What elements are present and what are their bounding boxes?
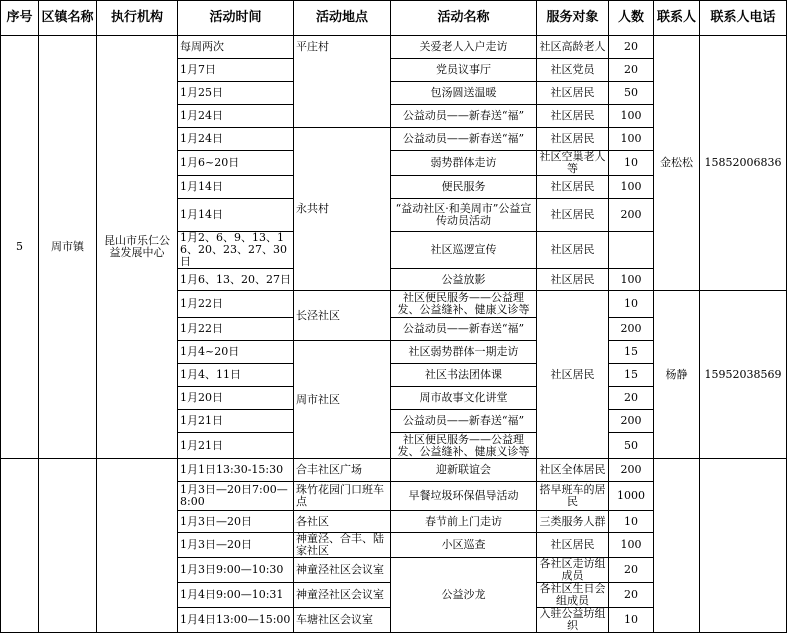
- activity-name-cell: 迎新联谊会: [391, 459, 537, 482]
- activity-name-cell: 周市故事文化讲堂: [391, 387, 537, 410]
- count-cell: 20: [609, 387, 654, 410]
- activity-name-cell: 社区弱势群体一期走访: [391, 341, 537, 364]
- time-cell: 1月21日: [178, 410, 294, 433]
- count-cell: 100: [609, 269, 654, 291]
- contact-name-cell: [654, 459, 700, 633]
- time-cell: 1月4~20日: [178, 341, 294, 364]
- count-cell: [609, 232, 654, 269]
- activity-name-cell: 党员议事厅: [391, 59, 537, 82]
- header-org: 执行机构: [97, 1, 178, 36]
- time-cell: 1月2、6、9、13、16、20、23、27、30日: [178, 232, 294, 269]
- header-district: 区镇名称: [39, 1, 97, 36]
- target-cell: 社区空巢老人等: [537, 151, 609, 176]
- activity-name-cell: 社区巡逻宣传: [391, 232, 537, 269]
- target-cell: 社区居民: [537, 128, 609, 151]
- district-cell: 周市镇: [39, 36, 97, 459]
- count-cell: 20: [609, 558, 654, 583]
- target-cell: 各社区生日会组成员: [537, 583, 609, 608]
- time-cell: 1月14日: [178, 199, 294, 232]
- count-cell: 15: [609, 364, 654, 387]
- target-cell: 社区居民: [537, 82, 609, 105]
- count-cell: 10: [609, 608, 654, 633]
- target-cell: 社区全体居民: [537, 459, 609, 482]
- time-cell: 1月7日: [178, 59, 294, 82]
- activity-name-cell: 便民服务: [391, 176, 537, 199]
- place-cell: 永共村: [294, 128, 391, 291]
- row-index: 5: [1, 36, 39, 459]
- time-cell: 1月3日—20日: [178, 511, 294, 533]
- place-cell: 车塘社区会议室: [294, 608, 391, 633]
- count-cell: 100: [609, 533, 654, 558]
- target-cell: 社区居民: [537, 105, 609, 128]
- count-cell: 100: [609, 176, 654, 199]
- contact-phone-cell: [700, 459, 787, 633]
- count-cell: 50: [609, 433, 654, 459]
- count-cell: 200: [609, 318, 654, 341]
- count-cell: 20: [609, 583, 654, 608]
- time-cell: 1月24日: [178, 128, 294, 151]
- header-name: 活动名称: [391, 1, 537, 36]
- time-cell: 1月24日: [178, 105, 294, 128]
- count-cell: 50: [609, 82, 654, 105]
- table-row: [1, 36, 787, 59]
- count-cell: 10: [609, 511, 654, 533]
- time-cell: 1月3日—20日7:00—8:00: [178, 482, 294, 511]
- activity-name-cell: 春节前上门走访: [391, 511, 537, 533]
- count-cell: 15: [609, 341, 654, 364]
- count-cell: 20: [609, 36, 654, 59]
- count-cell: 20: [609, 59, 654, 82]
- header-phone: 联系人电话: [700, 1, 787, 36]
- activity-name-cell: 社区书法团体课: [391, 364, 537, 387]
- header-count: 人数: [609, 1, 654, 36]
- place-cell: 神童泾社区会议室: [294, 583, 391, 608]
- table-row: [1, 459, 787, 482]
- activity-name-cell: 公益动员——新春送“福”: [391, 410, 537, 433]
- time-cell: 每周两次: [178, 36, 294, 59]
- activity-name-cell: 关爱老人入户走访: [391, 36, 537, 59]
- target-cell: 三类服务人群: [537, 511, 609, 533]
- place-cell: 长泾社区: [294, 291, 391, 341]
- header-contact: 联系人: [654, 1, 700, 36]
- activity-name-cell: 社区便民服务——公益理发、公益缝补、健康义诊等: [391, 291, 537, 318]
- place-cell: 平庄村: [294, 36, 391, 128]
- time-cell: 1月6~20日: [178, 151, 294, 176]
- activity-name-cell: 公益放影: [391, 269, 537, 291]
- contact-name-cell: 杨静: [654, 291, 700, 459]
- target-cell: 社区居民: [537, 533, 609, 558]
- header-time: 活动时间: [178, 1, 294, 36]
- time-cell: 1月14日: [178, 176, 294, 199]
- header-place: 活动地点: [294, 1, 391, 36]
- header-index: 序号: [1, 1, 39, 36]
- activity-name-cell: 公益沙龙: [391, 558, 537, 633]
- count-cell: 10: [609, 291, 654, 318]
- time-cell: 1月25日: [178, 82, 294, 105]
- place-cell: 周市社区: [294, 341, 391, 459]
- header-target: 服务对象: [537, 1, 609, 36]
- target-cell: 各社区走访组成员: [537, 558, 609, 583]
- contact-phone-cell: 15852006836: [700, 36, 787, 291]
- org-cell: [97, 459, 178, 633]
- count-cell: 200: [609, 410, 654, 433]
- place-cell: 神童泾社区会议室: [294, 558, 391, 583]
- activity-name-cell: 公益动员——新春送“福”: [391, 318, 537, 341]
- place-cell: 珠竹花园门口班车点: [294, 482, 391, 511]
- count-cell: 100: [609, 105, 654, 128]
- time-cell: 1月22日: [178, 291, 294, 318]
- target-cell: 入驻公益坊组织: [537, 608, 609, 633]
- district-cell: [39, 459, 97, 633]
- time-cell: 1月6、13、20、27日: [178, 269, 294, 291]
- activity-name-cell: “益动社区·和美周市”公益宣传动员活动: [391, 199, 537, 232]
- target-cell: 社区高龄老人: [537, 36, 609, 59]
- time-cell: 1月4日9:00—10:31: [178, 583, 294, 608]
- activity-name-cell: 早餐垃圾环保倡导活动: [391, 482, 537, 511]
- activity-name-cell: 公益动员——新春送“福”: [391, 128, 537, 151]
- header-row: [1, 1, 787, 36]
- target-cell: 社区居民: [537, 176, 609, 199]
- place-cell: 合丰社区广场: [294, 459, 391, 482]
- time-cell: 1月22日: [178, 318, 294, 341]
- time-cell: 1月1日13:30-15:30: [178, 459, 294, 482]
- count-cell: 200: [609, 459, 654, 482]
- activity-name-cell: 包汤圆送温暖: [391, 82, 537, 105]
- target-cell: 社区居民: [537, 291, 609, 459]
- count-cell: 10: [609, 151, 654, 176]
- activity-name-cell: 小区巡查: [391, 533, 537, 558]
- time-cell: 1月4、11日: [178, 364, 294, 387]
- time-cell: 1月3日9:00—10:30: [178, 558, 294, 583]
- activity-name-cell: 社区便民服务——公益理发、公益缝补、健康义诊等: [391, 433, 537, 459]
- place-cell: 神童泾、合丰、陆家社区: [294, 533, 391, 558]
- time-cell: 1月20日: [178, 387, 294, 410]
- activity-name-cell: 弱势群体走访: [391, 151, 537, 176]
- target-cell: 社区党员: [537, 59, 609, 82]
- target-cell: 社区居民: [537, 269, 609, 291]
- count-cell: 1000: [609, 482, 654, 511]
- place-cell: 各社区: [294, 511, 391, 533]
- activity-name-cell: 公益动员——新春送“福”: [391, 105, 537, 128]
- contact-name-cell: 金松松: [654, 36, 700, 291]
- target-cell: 搭早班车的居民: [537, 482, 609, 511]
- count-cell: 200: [609, 199, 654, 232]
- org-cell: 昆山市乐仁公益发展中心: [97, 36, 178, 459]
- time-cell: 1月21日: [178, 433, 294, 459]
- target-cell: 社区居民: [537, 199, 609, 232]
- target-cell: 社区居民: [537, 232, 609, 269]
- count-cell: 100: [609, 128, 654, 151]
- time-cell: 1月3日—20日: [178, 533, 294, 558]
- time-cell: 1月4日13:00—15:00: [178, 608, 294, 633]
- row-index: [1, 459, 39, 633]
- contact-phone-cell: 15952038569: [700, 291, 787, 459]
